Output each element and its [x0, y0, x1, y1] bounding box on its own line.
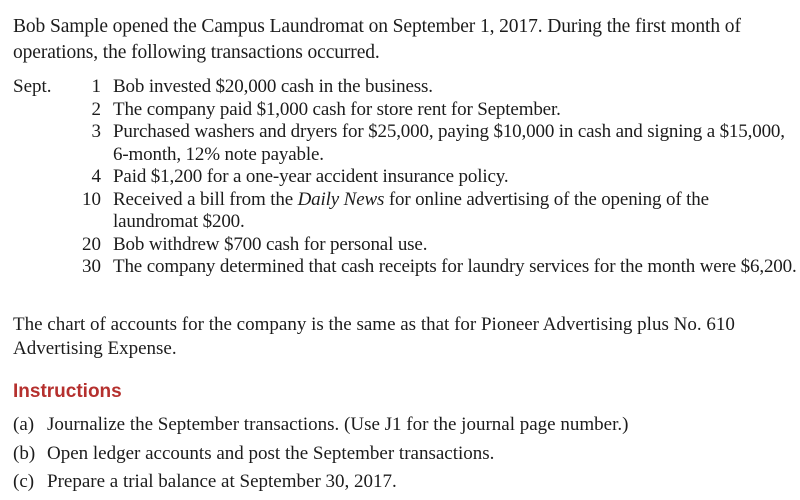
instruction-letter: (c) [13, 471, 35, 492]
transaction-row [13, 234, 798, 257]
transaction-description [113, 76, 798, 99]
transaction-row [13, 99, 798, 122]
instruction-text: Journalize the September transactions. (Use J1 for the journal page number.) [47, 414, 629, 435]
transaction-text: for online advertising of the opening of the laundromat $200. [113, 188, 709, 232]
instruction-letter: (b) [13, 442, 36, 464]
transaction-day: 10 [82, 188, 101, 210]
transaction-row [13, 166, 798, 189]
transaction-description [113, 99, 798, 122]
transaction-row [13, 121, 798, 166]
transaction-text: Bob withdrew $700 cash for personal use. [113, 233, 428, 255]
transaction-row [13, 189, 798, 234]
transaction-text: Bob invested $20,000 cash in the business. [113, 76, 433, 97]
transaction-row [13, 256, 798, 279]
instruction-text: Open ledger accounts and post the September transactions. [47, 442, 495, 464]
instruction-item [13, 411, 793, 440]
transaction-text: Purchased washers and dryers for $25,000, paying $10,000 in cash and signing a $15,000, 6-month, 12% note payable. [113, 121, 785, 165]
transaction-day: 1 [91, 76, 101, 97]
transaction-day: 2 [91, 98, 101, 120]
instruction-text: Prepare a trial balance at September 30, 2017. [47, 471, 397, 492]
transaction-description [113, 234, 798, 257]
transaction-day: 30 [82, 256, 101, 277]
transaction-description [113, 121, 798, 166]
transaction-text: The company determined that cash receipts for laundry services for the month were $6,200. [113, 256, 797, 277]
transaction-description [113, 166, 798, 189]
transaction-text: The company paid $1,000 cash for store rent for September. [113, 98, 561, 120]
transaction-day: 3 [91, 121, 101, 142]
transaction-description [113, 256, 798, 279]
instruction-item [13, 468, 793, 497]
chart-of-accounts-note: The chart of accounts for the company is the same as that for Pioneer Advertising plus No. 610 Advertising Expense. [13, 314, 735, 359]
instruction-letter: (a) [13, 414, 35, 435]
transaction-description [113, 189, 798, 234]
transaction-text: Paid $1,200 for a one-year accident insurance policy. [113, 166, 509, 187]
instructions-heading: Instructions [13, 381, 122, 402]
transaction-day: 4 [91, 166, 101, 187]
transaction-month: Sept. [13, 76, 52, 97]
instructions-list [13, 411, 793, 497]
problem-intro: Bob Sample opened the Campus Laundromat on September 1, 2017. During the first month of operations, the following transactions occurred. [13, 16, 741, 63]
publication-name: Daily News [297, 188, 385, 210]
transaction-row [13, 76, 798, 99]
transaction-text: Received a bill from the [113, 188, 298, 210]
instruction-item [13, 440, 793, 469]
transaction-day: 20 [82, 233, 101, 255]
transaction-list [13, 76, 798, 279]
